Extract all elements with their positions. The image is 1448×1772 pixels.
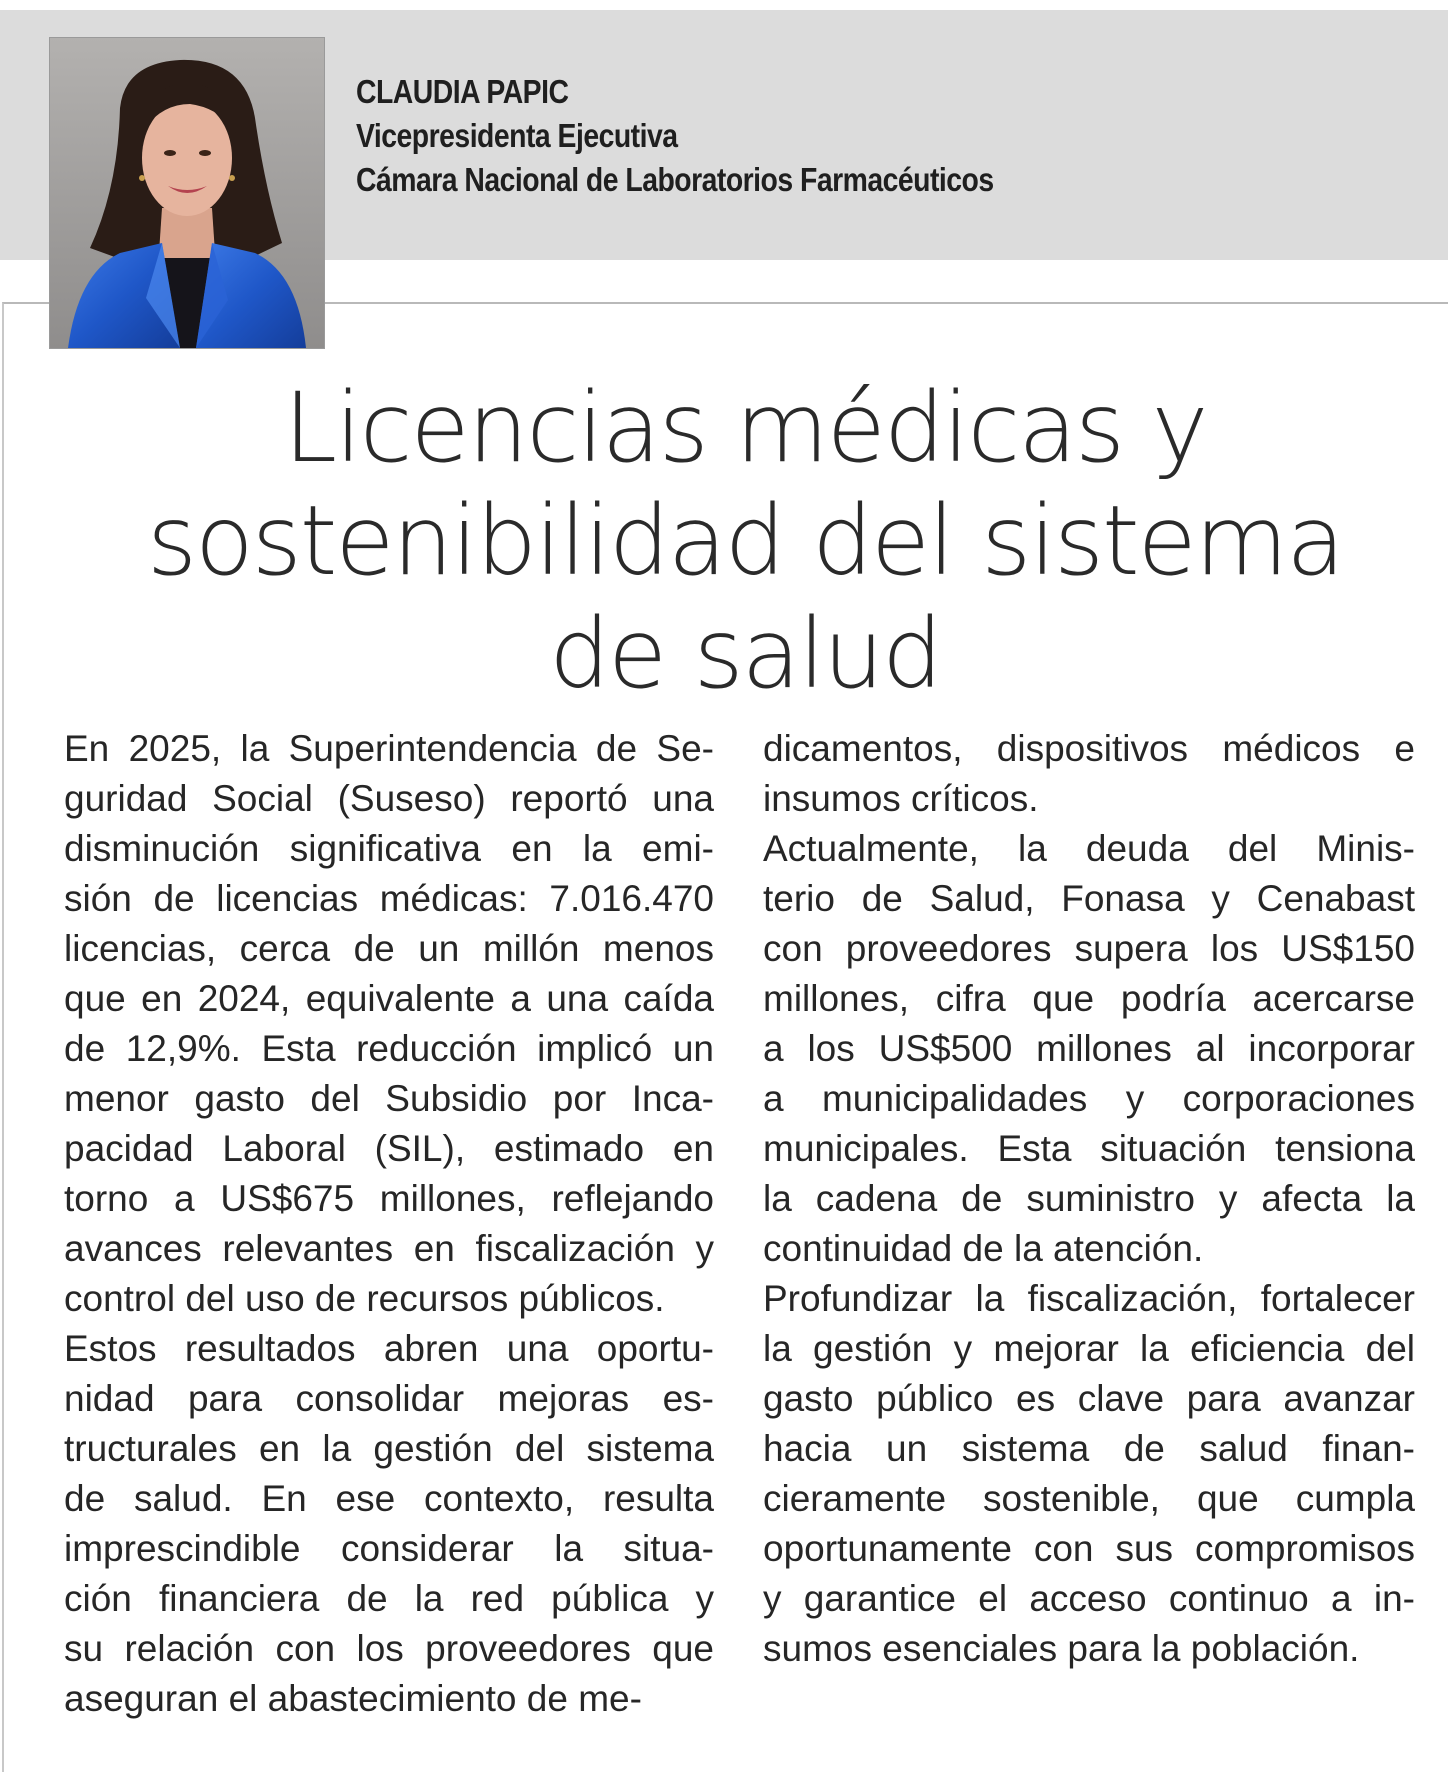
body-text-line: imprescindible considerar la situa- bbox=[64, 1528, 714, 1569]
body-text-line: hacia un sistema de salud finan- bbox=[763, 1428, 1415, 1469]
body-text-line: sumos esenciales para la población. bbox=[763, 1628, 1360, 1669]
author-name: CLAUDIA PAPIC bbox=[356, 73, 569, 110]
body-text-line: tructurales en la gestión del sistema bbox=[64, 1428, 714, 1469]
body-text-line: municipales. Esta situación tensiona bbox=[763, 1128, 1415, 1169]
body-text-line: la gestión y mejorar la eficiencia del bbox=[763, 1328, 1415, 1369]
body-text-line: control del uso de recursos públicos. bbox=[64, 1278, 665, 1319]
body-text-line: Actualmente, la deuda del Minis- bbox=[763, 828, 1415, 869]
body-text-line: y garantice el acceso continuo a in- bbox=[763, 1578, 1415, 1619]
body-text-line: ción financiera de la red pública y bbox=[64, 1578, 714, 1619]
headline-line: Licencias médicas y bbox=[283, 372, 1207, 484]
body-text-line: a municipalidades y corporaciones bbox=[763, 1078, 1415, 1119]
body-text-line: a los US$500 millones al incorporar bbox=[763, 1028, 1415, 1069]
body-text-line: menor gasto del Subsidio por Inca- bbox=[64, 1078, 714, 1119]
body-text-line: continuidad de la atención. bbox=[763, 1228, 1204, 1269]
author-photo bbox=[50, 38, 324, 348]
author-byline bbox=[356, 70, 994, 202]
body-text-line: dicamentos, dispositivos médicos e bbox=[763, 728, 1415, 769]
body-text-line: millones, cifra que podría acercarse bbox=[763, 978, 1415, 1019]
body-text-line: su relación con los proveedores que bbox=[64, 1628, 714, 1669]
body-text-line: que en 2024, equivalente a una caída bbox=[64, 978, 714, 1019]
body-text-line: de 12,9%. Esta reducción implicó un bbox=[64, 1028, 714, 1069]
body-text-line: licencias, cerca de un millón menos bbox=[64, 928, 714, 969]
body-text-line: terio de Salud, Fonasa y Cenabast bbox=[763, 878, 1415, 919]
body-text-line: cieramente sostenible, que cumpla bbox=[763, 1478, 1415, 1519]
body-text-line: gasto público es clave para avanzar bbox=[763, 1378, 1415, 1419]
body-text-line: pacidad Laboral (SIL), estimado en bbox=[64, 1128, 714, 1169]
body-text-line: aseguran el abastecimiento de me- bbox=[64, 1678, 642, 1719]
headline-line: de salud bbox=[549, 598, 941, 710]
body-text-line: sión de licencias médicas: 7.016.470 bbox=[64, 878, 714, 919]
body-text-line: Estos resultados abren una oportu- bbox=[64, 1328, 714, 1369]
body-text-line: En 2025, la Superintendencia de Se- bbox=[64, 728, 714, 769]
author-position: Vicepresidenta Ejecutiva bbox=[356, 117, 678, 154]
body-text-line: torno a US$675 millones, reflejando bbox=[64, 1178, 714, 1219]
author-organization: Cámara Nacional de Laboratorios Farmacéuticos bbox=[356, 161, 994, 198]
body-text-line: disminución significativa en la emi- bbox=[64, 828, 714, 869]
article-column-left bbox=[64, 724, 714, 1724]
body-text-line: con proveedores supera los US$150 bbox=[763, 928, 1415, 969]
body-text-line: avances relevantes en fiscalización y bbox=[64, 1228, 714, 1269]
body-text-line: guridad Social (Suseso) reportó una bbox=[64, 778, 714, 819]
headline-line: sostenibilidad del sistema bbox=[146, 485, 1344, 597]
body-text-line: insumos críticos. bbox=[763, 778, 1039, 819]
body-text-line: de salud. En ese contexto, resulta bbox=[64, 1478, 714, 1519]
body-text-line: nidad para consolidar mejoras es- bbox=[64, 1378, 714, 1419]
body-text-line: oportunamente con sus compromisos bbox=[763, 1528, 1415, 1569]
body-text-line: la cadena de suministro y afecta la bbox=[763, 1178, 1415, 1219]
article-headline bbox=[60, 372, 1430, 711]
author-portrait-image bbox=[50, 38, 324, 348]
body-text-line: Profundizar la fiscalización, fortalecer bbox=[763, 1278, 1415, 1319]
article-column-right bbox=[763, 724, 1415, 1674]
